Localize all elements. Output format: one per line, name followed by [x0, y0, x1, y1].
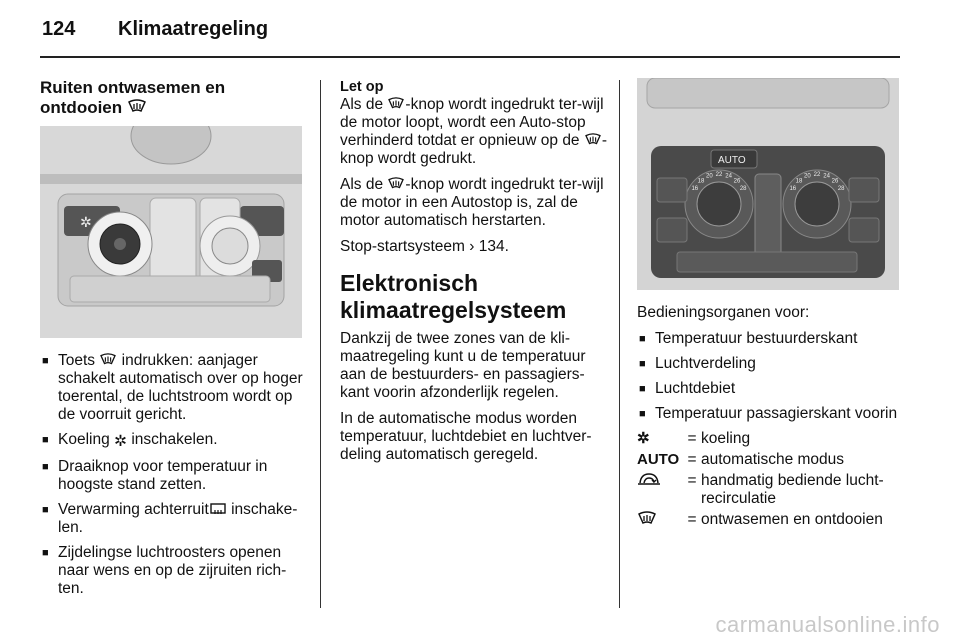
temperature-tick-label: 22 — [715, 172, 723, 178]
temperature-tick-label: 16 — [691, 186, 699, 192]
defrost-controls-photo — [40, 126, 302, 338]
controls-list — [637, 330, 905, 423]
list-item: ■ Verwarming achterruit inschake-len. — [40, 501, 305, 537]
electronic-climate-panel-photo — [637, 78, 899, 290]
panel-auto-label: AUTO — [718, 155, 746, 166]
section-subheading: Ruiten ontwasemen en ontdooien — [40, 78, 226, 117]
defrost-icon — [127, 99, 147, 115]
temperature-tick-label: 20 — [804, 173, 811, 180]
snowflake-icon: ✲ — [637, 430, 650, 447]
legend-desc: ontwasemen en ontdooien — [701, 511, 883, 528]
list-item: ■ Temperatuur passagierskant voorin — [637, 405, 905, 423]
list-item: ■ Luchtdebiet — [637, 380, 905, 398]
legend-equals: = — [687, 430, 697, 447]
paragraph: Dankzij de twee zones van de kli-maatregeling kunt u de temperatuur aan de bestuurders- en passagiers-kant voorin afzonderlijk regelen. — [340, 330, 586, 401]
defrost-icon — [387, 97, 405, 111]
temperature-tick-label: 24 — [725, 173, 732, 180]
page-title: Klimaatregeling — [118, 18, 269, 40]
note-paragraph-2: Als de -knop wordt ingedrukt ter-wijl de motor in een Autostop is, zal de motor automatisch herstarten. — [340, 176, 604, 229]
legend-desc: koeling — [701, 430, 751, 447]
header-rule — [40, 56, 900, 58]
watermark: carmanualsonline.info — [715, 612, 940, 637]
recirculation-icon — [637, 472, 683, 508]
legend-equals: = — [687, 511, 697, 528]
temperature-tick-label: 26 — [831, 178, 839, 185]
snowflake-icon: ✲ — [114, 433, 128, 450]
legend-equals: = — [687, 451, 697, 468]
temperature-tick-label: 26 — [733, 178, 741, 185]
cross-reference[interactable]: Stop-startsysteem › 134. — [340, 238, 509, 255]
list-item: ■ Luchtverdeling — [637, 355, 905, 373]
temperature-tick-label: 18 — [795, 178, 803, 185]
controls-intro: Bedieningsorganen voor: — [637, 304, 810, 321]
list-item: ■ Temperatuur bestuurderskant — [637, 330, 905, 348]
legend-equals: = — [687, 472, 697, 489]
note-paragraph-1: Als de -knop wordt ingedrukt ter-wijl de motor loopt, wordt een Auto-stop verhinderd totdat er opnieuw op de -knop wordt gedrukt. — [340, 96, 608, 167]
climate-panel-illustration — [40, 126, 302, 338]
svg-text:✲: ✲ — [80, 214, 92, 230]
dual-zone-panel-illustration — [637, 78, 899, 290]
list-item: ■ Draaiknop voor temperatuur in hoogste stand zetten. — [40, 458, 305, 494]
temperature-tick-label: 28 — [739, 186, 747, 192]
rear-window-heating-icon — [209, 502, 227, 516]
column-2 — [340, 78, 610, 472]
defrost-steps-list — [40, 352, 305, 598]
list-item: ■ Toets indrukken: aanjager schakelt automatisch over op hoger toerental, de luchtstroom wordt op de voorruit gericht. — [40, 352, 305, 424]
legend-desc: handmatig bediende lucht-recirculatie — [701, 472, 884, 507]
page-header — [42, 18, 268, 41]
defrost-icon — [637, 511, 683, 532]
note-title: Let op — [340, 79, 384, 95]
column-3 — [637, 78, 905, 532]
page-number: 124 — [42, 18, 76, 40]
temperature-tick-label: 22 — [813, 172, 821, 178]
column-divider-2 — [619, 80, 620, 608]
defrost-icon — [387, 177, 405, 191]
chevron-right-icon: › — [469, 238, 475, 255]
temperature-tick-label: 28 — [837, 186, 845, 192]
auto-label: AUTO — [637, 451, 680, 468]
column-1 — [40, 78, 305, 605]
temperature-tick-label: 16 — [789, 186, 797, 192]
defrost-icon — [99, 353, 117, 367]
symbol-legend — [637, 430, 905, 532]
temperature-tick-label: 24 — [823, 173, 830, 180]
paragraph: In de automatische modus worden temperatuur, luchtdebiet en luchtver-deling automatisch geregeld. — [340, 410, 592, 463]
list-item: ■ Koeling ✲ inschakelen. — [40, 431, 305, 451]
temperature-tick-label: 20 — [706, 173, 713, 180]
defrost-icon — [584, 133, 602, 147]
section-heading: Elektronisch klimaatregelsysteem — [340, 270, 567, 323]
list-item: ■ Zijdelingse luchtroosters openen naar wens en op de zijruiten rich-ten. — [40, 544, 305, 598]
legend-desc: automatische modus — [701, 451, 845, 468]
column-divider-1 — [320, 80, 321, 608]
temperature-tick-label: 18 — [697, 178, 705, 185]
